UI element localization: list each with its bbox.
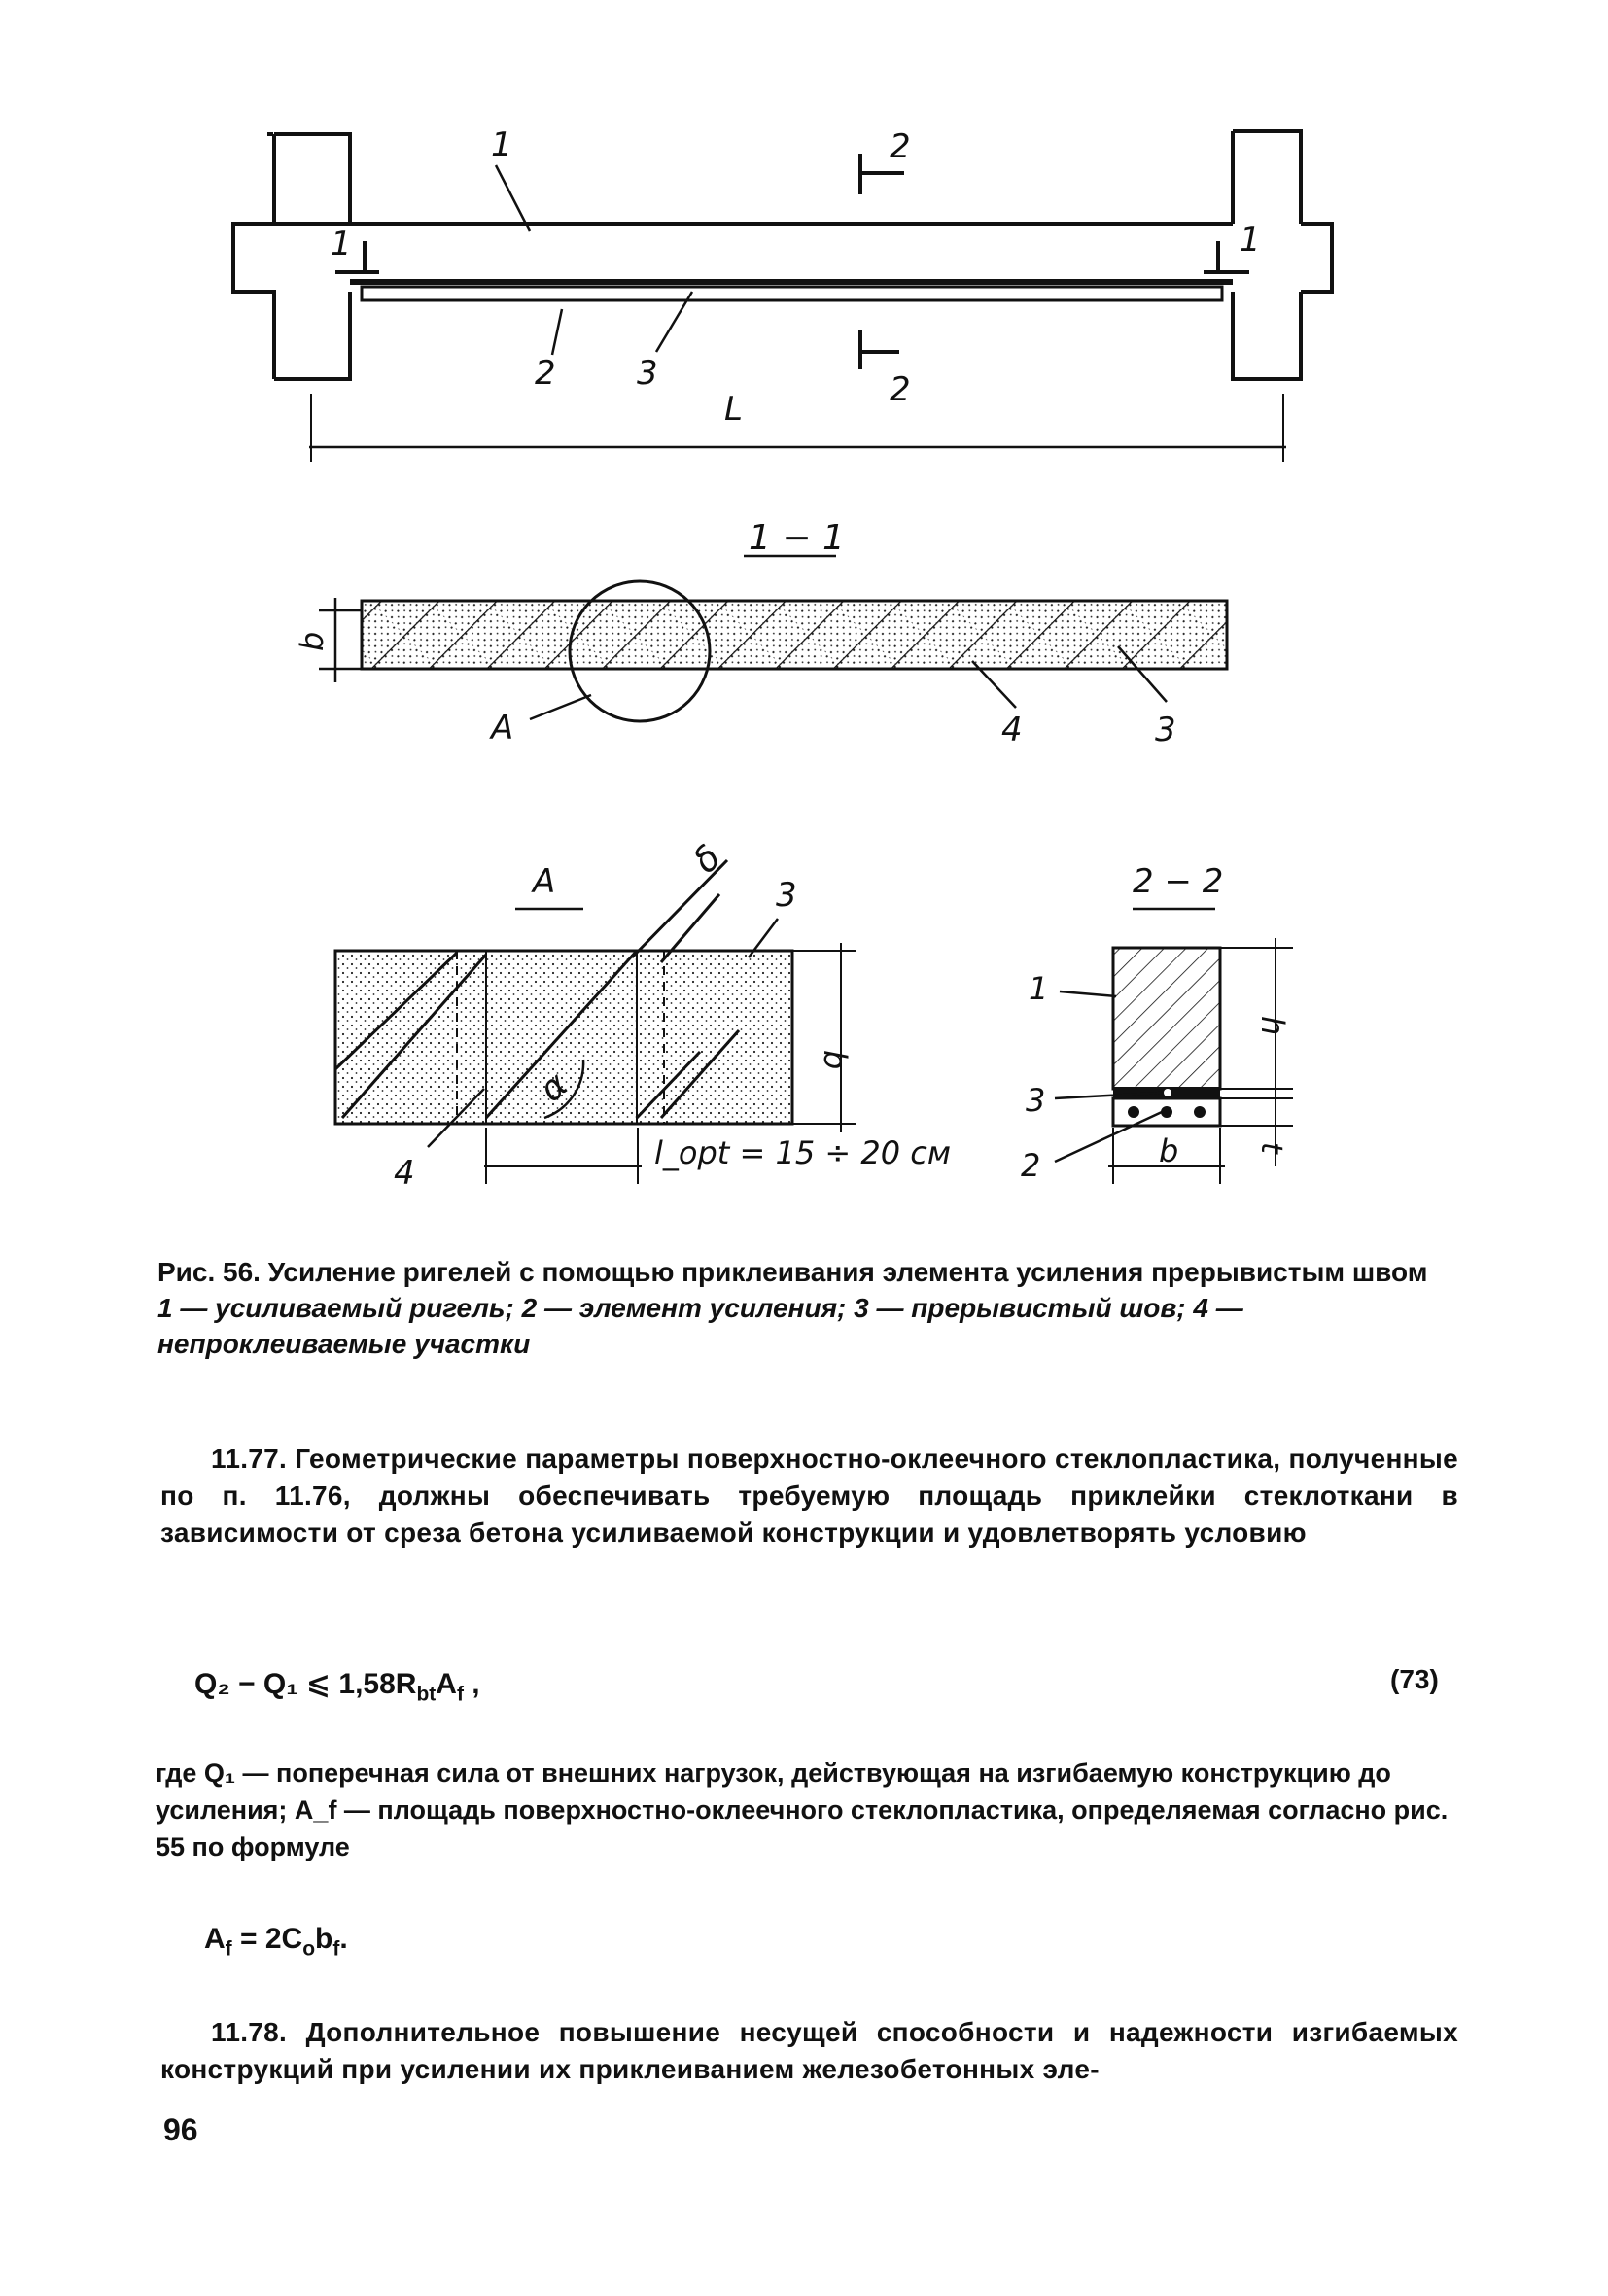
- label-seam-3: 3: [637, 354, 658, 393]
- section-11-strip: [362, 601, 1227, 669]
- figure-caption: [157, 1254, 1460, 1362]
- label-1-section22: 1: [1029, 970, 1049, 1007]
- label-section-1-right: 1: [1240, 221, 1261, 260]
- section-22-beam: [1113, 948, 1220, 1089]
- label-length-L: L: [724, 390, 743, 429]
- paragraph-11-77: [160, 1441, 1458, 1551]
- label-section-2-bottom: 2: [890, 370, 911, 409]
- caption-legend: 1 — усиливаемый ригель; 2 — элемент усиления; 3 — прерывистый шов; 4 — непроклеиваемые участки: [157, 1293, 1243, 1359]
- dim-b-detail: b: [817, 1050, 854, 1070]
- page-number: 96: [163, 2112, 198, 2147]
- equation-number-73: (73): [1390, 1664, 1439, 1694]
- detail-A-title: A: [533, 862, 556, 901]
- label-beam-1: 1: [491, 125, 512, 164]
- label-3-section11: 3: [1155, 711, 1176, 749]
- paragraph-text-11-77: Геометрические параметры поверхностно-оклеечного стеклопластика, полученные по п. 11.76, должны обеспечивать требуемую площадь приклейки стеклоткани в зависимости от среза бетона усиливаемой конструкции и удовлетворять условию: [160, 1444, 1458, 1548]
- section-11-title: 1 − 1: [749, 518, 845, 558]
- label-4-detail: 4: [394, 1154, 415, 1193]
- label-alpha: α: [532, 1064, 576, 1110]
- dim-b-11: b: [294, 631, 331, 651]
- label-4-section11: 4: [1001, 711, 1023, 749]
- label-lopt: l_opt = 15 ÷ 20 см: [654, 1134, 951, 1171]
- dim-t: t: [1254, 1142, 1288, 1154]
- label-element-2: 2: [535, 354, 556, 393]
- label-3-section22: 3: [1026, 1082, 1046, 1119]
- dim-b-section22: b: [1159, 1132, 1179, 1169]
- paragraph-number-11-77: 11.77.: [211, 1444, 288, 1474]
- paragraph-text-11-78: Дополнительное повышение несущей способности и надежности изгибаемых конструкций при усилении их приклеиванием железобетонных эле-: [160, 2017, 1458, 2084]
- label-delta: δ: [685, 837, 729, 882]
- dim-h: h: [1254, 1016, 1291, 1036]
- label-section-1-left: 1: [331, 225, 352, 263]
- label-section-2-top: 2: [890, 127, 911, 166]
- label-3-detail: 3: [776, 876, 797, 915]
- label-detail-A: A: [491, 709, 514, 748]
- beam-elevation: [233, 131, 1332, 379]
- formula-af: $A_f = 2C_ob_f$.: [204, 1923, 348, 1961]
- section-22-title: 2 − 2: [1133, 862, 1224, 901]
- caption-title: Рис. 56. Усиление ригелей с помощью приклеивания элемента усиления прерывистым швом: [157, 1257, 1428, 1287]
- formula-73: Q₂ − Q₁ ⩽ $1,58R_{bt}A_f$ ,: [194, 1668, 480, 1706]
- where-explanation: где Q₁ — поперечная сила от внешних нагрузок, действующая на изгибаемую конструкцию до усиления; A_f — площадь поверхностно-оклеечного стеклопластика, определяемая согласно рис. 55 по формуле: [156, 1758, 1449, 1861]
- paragraph-number-11-78: 11.78.: [211, 2017, 288, 2047]
- paragraph-11-78: [160, 2014, 1458, 2088]
- label-2-section22: 2: [1021, 1147, 1041, 1184]
